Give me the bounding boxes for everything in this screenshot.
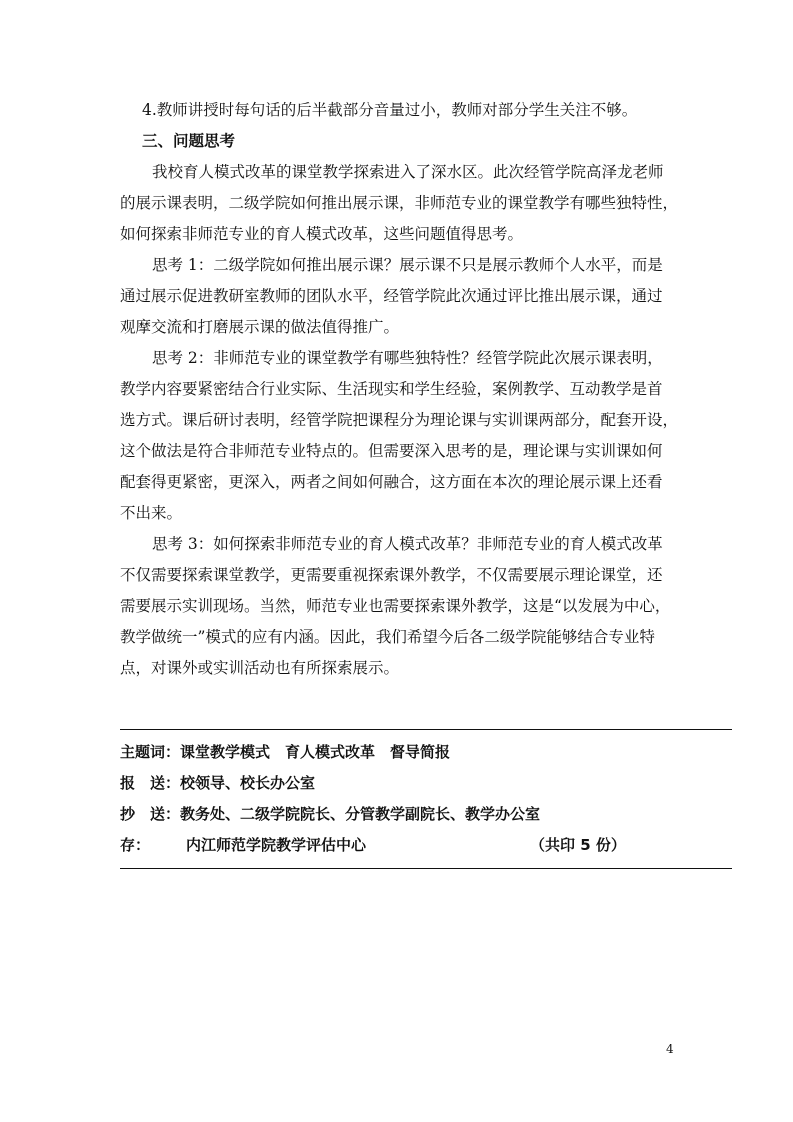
footer-print-count: （共印 5 份） bbox=[530, 836, 626, 854]
thinking-2-line-1: 思考 2：非师范专业的课堂教学有哪些独特性？经管学院此次展示课表明， bbox=[152, 349, 663, 367]
thinking-2-line-3: 选方式。课后研讨表明，经管学院把课程分为理论课与实训课两部分，配套开设， bbox=[120, 411, 679, 429]
thinking-3-line-4: 教学做统一”模式的应有内涵。因此，我们希望今后各二级学院能够结合专业特 bbox=[120, 628, 655, 646]
thinking-2-line-4: 这个做法是符合非师范专业特点的。但需要深入思考的是，理论课与实训课如何 bbox=[120, 442, 663, 460]
thinking-2-line-2: 教学内容要紧密结合行业实际、生活现实和学生经验，案例教学、互动教学是首 bbox=[120, 380, 663, 398]
section-heading-problem-thinking: 三、问题思考 bbox=[142, 132, 236, 150]
thinking-3-line-3: 需要展示实训现场。当然，师范专业也需要探索课外教学，这是“以发展为中心， bbox=[120, 597, 671, 615]
thinking-2-line-5: 配套得更紧密，更深入，两者之间如何融合，这方面在本次的理论展示课上还看 bbox=[120, 473, 663, 491]
paragraph-1-line-2: 的展示课表明，二级学院如何推出展示课，非师范专业的课堂教学有哪些独特性， bbox=[120, 194, 679, 212]
footer-subject-keywords: 主题词：课堂教学模式 育人模式改革 督导简报 bbox=[120, 743, 451, 761]
footer-top-rule bbox=[120, 729, 732, 730]
footer-archive-label: 存： bbox=[120, 836, 151, 854]
thinking-1-line-2: 通过展示促进教研室教师的团队水平，经管学院此次通过评比推出展示课，通过 bbox=[120, 287, 663, 305]
thinking-1-line-3: 观摩交流和打磨展示课的做法值得推广。 bbox=[120, 318, 400, 336]
body-line-1: 4.教师讲授时每句话的后半截部分音量过小，教师对部分学生关注不够。 bbox=[142, 101, 638, 119]
footer-report-to: 报 送：校领导、校长办公室 bbox=[120, 774, 316, 792]
footer-archive-org: 内江师范学院教学评估中心 bbox=[186, 836, 367, 854]
thinking-3-line-2: 不仅需要探索课堂教学，更需要重视探索课外教学，不仅需要展示理论课堂，还 bbox=[120, 566, 663, 584]
paragraph-1-line-3: 如何探索非师范专业的育人模式改革，这些问题值得思考。 bbox=[120, 225, 524, 243]
thinking-3-line-1: 思考 3：如何探索非师范专业的育人模式改革？非师范专业的育人模式改革 bbox=[152, 535, 663, 553]
footer-copy-to: 抄 送：教务处、二级学院院长、分管教学副院长、教学办公室 bbox=[120, 805, 541, 823]
page-number: 4 bbox=[666, 1042, 674, 1056]
thinking-1-line-1: 思考 1：二级学院如何推出展示课？展示课不只是展示教师个人水平，而是 bbox=[152, 256, 663, 274]
thinking-3-line-5: 点，对课外或实训活动也有所探索展示。 bbox=[120, 659, 400, 677]
footer-bottom-rule bbox=[120, 868, 732, 869]
paragraph-1-line-1: 我校育人模式改革的课堂教学探索进入了深水区。此次经管学院高泽龙老师 bbox=[152, 163, 664, 181]
thinking-2-line-6: 不出来。 bbox=[120, 504, 183, 522]
